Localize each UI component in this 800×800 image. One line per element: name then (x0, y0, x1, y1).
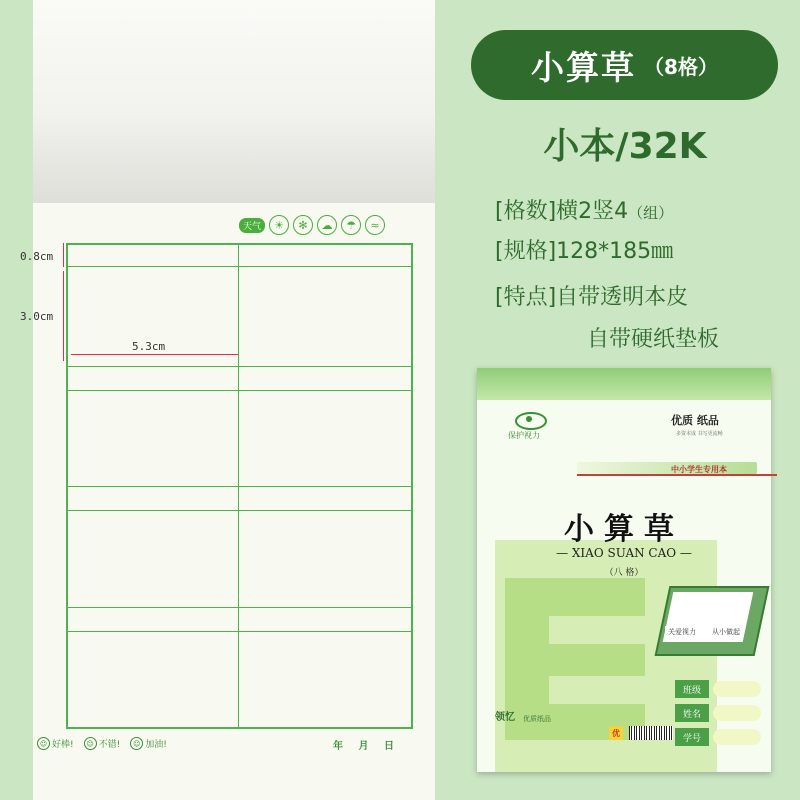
size-label: 小本/32K (543, 126, 707, 167)
product-cover (477, 368, 771, 772)
footer-faces (37, 737, 167, 750)
barcode (629, 726, 673, 740)
school-label: 中小学生专用本 (671, 465, 727, 474)
slogan-right: 从小做起 (709, 626, 743, 638)
face-item (84, 737, 121, 750)
field-blank (713, 729, 761, 745)
spec-grid-count (495, 194, 673, 225)
smiley-icon: ☺ (84, 737, 97, 750)
decorative-stripe (577, 462, 757, 474)
dimension-label-top: 0.8cm (20, 250, 54, 263)
spec-feature-2 (587, 322, 719, 353)
face-item (130, 737, 167, 750)
cloud-icon: ☁ (317, 215, 337, 235)
sun-icon: ☀ (269, 215, 289, 235)
face-item (37, 737, 74, 750)
brand-subtitle: 多资本成 书写更流畅 (676, 431, 723, 437)
rain-icon: ☂ (341, 215, 361, 235)
field-blank (713, 681, 761, 697)
big-letter-e-cut (549, 616, 645, 644)
spec-suffix: （组） (628, 204, 674, 222)
field-student-number (675, 728, 761, 746)
slogan-left: 关爱视力 (665, 626, 699, 638)
grid-line (238, 243, 239, 729)
cover-grid-count: （八 格） (604, 568, 644, 578)
spec-value: 自带硬纸垫板 (587, 327, 720, 352)
spec-value: 128*185㎜ (556, 239, 674, 264)
quality-badge: 优 (609, 726, 623, 740)
field-class (675, 680, 761, 698)
grid-line (66, 243, 68, 729)
field-label: 班级 (675, 680, 709, 698)
spec-label: [规格] (495, 239, 557, 264)
dimension-line (63, 271, 64, 361)
spec-value: 横2竖4 (556, 199, 629, 224)
title-pill (471, 30, 778, 100)
grid-line (66, 366, 413, 367)
smiley-icon: ☺ (37, 737, 50, 750)
product-title: 小算草 (531, 47, 637, 87)
sheet-grid-page (20, 203, 435, 800)
face-label: 不错! (98, 740, 121, 750)
smiley-icon: ☺ (130, 737, 143, 750)
grid-line (411, 243, 413, 729)
spec-feature (495, 280, 688, 311)
spec-label: [格数] (495, 199, 557, 224)
field-blank (713, 705, 761, 721)
dimension-line (71, 354, 238, 355)
grid-line (66, 727, 413, 729)
spec-size (495, 234, 673, 265)
dimension-label-cell-width: 5.3cm (132, 340, 166, 353)
field-name (675, 704, 761, 722)
grid-line (66, 631, 413, 632)
grid-line (66, 607, 413, 608)
cover-top-band (477, 368, 771, 400)
dimension-label-cell-height: 3.0cm (20, 310, 54, 323)
sheet-top-page (33, 0, 435, 203)
field-label: 姓名 (675, 704, 709, 722)
weather-bar (239, 215, 385, 235)
dimension-line (63, 243, 64, 267)
bottom-brand-sub: 优质纸品 (523, 715, 551, 723)
grid-line (66, 486, 413, 487)
cover-title: 小算草 (564, 512, 684, 547)
gear-icon: ✻ (293, 215, 313, 235)
product-title-suffix: （8格） (644, 54, 718, 79)
weather-tag: 天气 (239, 218, 265, 233)
wind-icon: ≈ (365, 215, 385, 235)
grid-line (66, 510, 413, 511)
big-letter-e-cut (549, 676, 645, 704)
cover-pinyin: — XIAO SUAN CAO — (556, 546, 692, 560)
spec-value: 自带透明本皮 (556, 285, 689, 310)
bottom-brand: 领忆 (495, 712, 515, 723)
grid-line (66, 390, 413, 391)
brand-name: 优质 纸品 (671, 414, 719, 427)
field-label: 学号 (675, 728, 709, 746)
grid-line (66, 243, 413, 245)
face-label: 加油! (145, 740, 167, 750)
grid-line (66, 266, 413, 267)
footer-date: 年 月 日 (333, 741, 400, 752)
spec-label: [特点] (495, 285, 557, 310)
face-label: 好棒! (52, 740, 74, 750)
eye-icon (515, 412, 547, 430)
eye-brand-text: 保护视力 (508, 431, 540, 440)
exercise-sheet (20, 0, 435, 800)
